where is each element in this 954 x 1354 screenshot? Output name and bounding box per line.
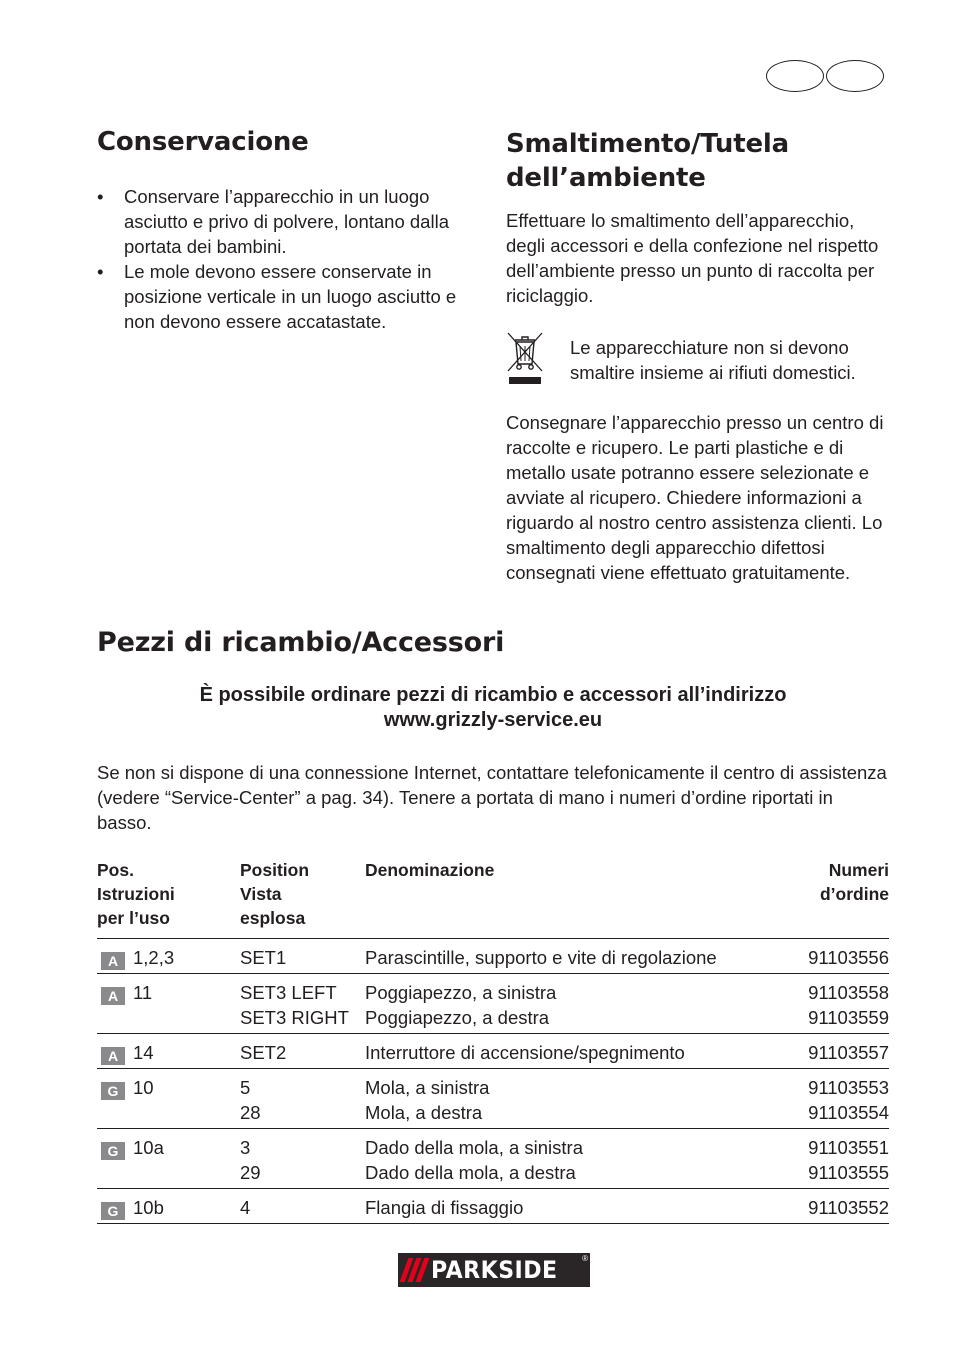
language-oval-2 xyxy=(826,60,884,92)
cell-name xyxy=(365,974,749,1034)
logo-text: PARKSIDE xyxy=(431,1256,558,1284)
table-row xyxy=(97,1034,889,1069)
cell-name xyxy=(365,1129,749,1189)
header-name: Denominazione xyxy=(365,860,495,880)
cell-name-line: Dado della mola, a sinistra xyxy=(365,1137,583,1158)
cell-position-line: SET1 xyxy=(240,947,287,968)
cell-order-line: 91103552 xyxy=(808,1197,889,1218)
cell-name xyxy=(365,939,749,974)
order-info xyxy=(97,683,889,733)
cell-pos xyxy=(97,939,240,974)
cell-order-line: 91103558 xyxy=(808,982,889,1003)
cell-order-line: 91103555 xyxy=(808,1162,889,1183)
cell-name-line: Dado della mola, a destra xyxy=(365,1162,576,1183)
table-row xyxy=(97,1069,889,1129)
language-oval-1 xyxy=(766,60,824,92)
cell-order-line: 91103553 xyxy=(808,1077,889,1098)
cell-name-line: Poggiapezzo, a sinistra xyxy=(365,982,557,1003)
header-position: Position Vista esplosa xyxy=(240,860,310,928)
pezzi-title: Pezzi di ricambio/Accessori xyxy=(97,627,505,658)
cell-name xyxy=(365,1189,749,1224)
figure-badge: A xyxy=(101,1047,125,1065)
cell-position-line: 3 xyxy=(240,1137,251,1158)
cell-order-line: 91103554 xyxy=(808,1102,889,1123)
table-header-row xyxy=(97,858,889,939)
cell-name-line: Poggiapezzo, a destra xyxy=(365,1007,550,1028)
table-row xyxy=(97,974,889,1034)
cell-pos xyxy=(97,974,240,1034)
figure-badge: A xyxy=(101,987,125,1005)
cell-order-line: 91103557 xyxy=(808,1042,889,1063)
cell-pos xyxy=(97,1189,240,1224)
cell-position-line: 4 xyxy=(240,1197,251,1218)
cell-position xyxy=(240,1189,365,1224)
pos-number: 10b xyxy=(133,1197,164,1218)
pos-number: 14 xyxy=(133,1042,154,1063)
figure-badge: A xyxy=(101,952,125,970)
cell-order-line: 91103556 xyxy=(808,947,889,968)
weee-notice: Le apparecchiature non si devono smaltire insieme ai rifiuti domestici. xyxy=(570,337,856,383)
conservazione-title: Conservacione xyxy=(97,127,309,157)
cell-position-line: 5 xyxy=(240,1077,251,1098)
cell-name-line: Interruttore di accensione/spegnimento xyxy=(365,1042,685,1063)
cell-position-line: 28 xyxy=(240,1102,261,1123)
parkside-logo xyxy=(398,1253,590,1287)
smaltimento-title: Smaltimento/Tutela dell’ambiente xyxy=(506,129,789,193)
cell-name-line: Mola, a destra xyxy=(365,1102,483,1123)
smaltimento-paragraph-1: Effettuare lo smaltimento dell’apparecchio, degli accessori e della confezione nel rispetto dell’ambiente presso un punto di raccolta per riciclaggio. xyxy=(506,210,879,306)
cell-name xyxy=(365,1069,749,1129)
cell-pos xyxy=(97,1034,240,1069)
spare-parts-table xyxy=(97,858,889,1224)
cell-position-line: SET3 RIGHT xyxy=(240,1007,349,1028)
list-item: • Conservare l’apparecchio in un luogo asciutto e privo di polvere, lontano dalla portata dei bambini. xyxy=(97,184,487,259)
cell-order-line: 91103559 xyxy=(808,1007,889,1028)
crossed-out-wheelie-bin-icon xyxy=(503,330,547,386)
pos-number: 11 xyxy=(133,982,153,1003)
cell-name-line: Mola, a sinistra xyxy=(365,1077,490,1098)
cell-name-line: Parascintille, supporto e vite di regolazione xyxy=(365,947,717,968)
cell-name xyxy=(365,1034,749,1069)
header-pos: Pos. Istruzioni per l’uso xyxy=(97,860,175,928)
table-row xyxy=(97,1189,889,1224)
pos-number: 10a xyxy=(133,1137,164,1158)
service-url[interactable]: www.grizzly-service.eu xyxy=(383,709,603,731)
pos-number: 10 xyxy=(133,1077,154,1098)
header-order: Numeri d’ordine xyxy=(819,860,889,904)
pos-number: 1,2,3 xyxy=(133,947,175,968)
figure-badge: G xyxy=(101,1082,125,1100)
cell-order xyxy=(749,1129,889,1189)
cell-position xyxy=(240,1129,365,1189)
cell-order xyxy=(749,1189,889,1224)
cell-order xyxy=(749,1069,889,1129)
cell-position xyxy=(240,1034,365,1069)
cell-order-line: 91103551 xyxy=(808,1137,889,1158)
cell-position xyxy=(240,1069,365,1129)
cell-order xyxy=(749,939,889,974)
conservazione-list xyxy=(97,184,487,334)
order-info-line: È possibile ordinare pezzi di ricambio e accessori all’indirizzo xyxy=(199,684,787,706)
figure-badge: G xyxy=(101,1142,125,1160)
language-marks xyxy=(766,60,884,92)
figure-badge: G xyxy=(101,1202,125,1220)
smaltimento-paragraph-2: Consegnare l’apparecchio presso un centro di raccolte e ricupero. Le parti plastiche e di metallo usate potranno essere selezionate e avviate al ricupero. Chiedere informazioni a riguardo al nostro centro assistenza clienti. Lo smaltimento degli apparecchio difettosi consegnati viene effettuato gratuitamente. xyxy=(506,412,884,583)
cell-pos xyxy=(97,1129,240,1189)
cell-name-line: Flangia di fissaggio xyxy=(365,1197,524,1218)
cell-position xyxy=(240,974,365,1034)
cell-position-line: SET2 xyxy=(240,1042,287,1063)
cell-position xyxy=(240,939,365,974)
cell-order xyxy=(749,1034,889,1069)
cell-position-line: 29 xyxy=(240,1162,261,1183)
list-item: • Le mole devono essere conservate in posizione verticale in un luogo asciutto e non devono essere accatastate. xyxy=(97,259,487,334)
logo-registered-mark: ® xyxy=(582,1254,588,1263)
pezzi-intro: Se non si dispone di una connessione Internet, contattare telefonicamente il centro di assistenza (vedere “Service-Center” a pag. 34). Tenere a portata di mano i numeri d’ordine riportati in basso. xyxy=(97,762,887,833)
cell-position-line: SET3 LEFT xyxy=(240,982,337,1003)
table-row xyxy=(97,939,889,974)
cell-pos xyxy=(97,1069,240,1129)
logo-stripes xyxy=(404,1258,425,1282)
cell-order xyxy=(749,974,889,1034)
table-row xyxy=(97,1129,889,1189)
